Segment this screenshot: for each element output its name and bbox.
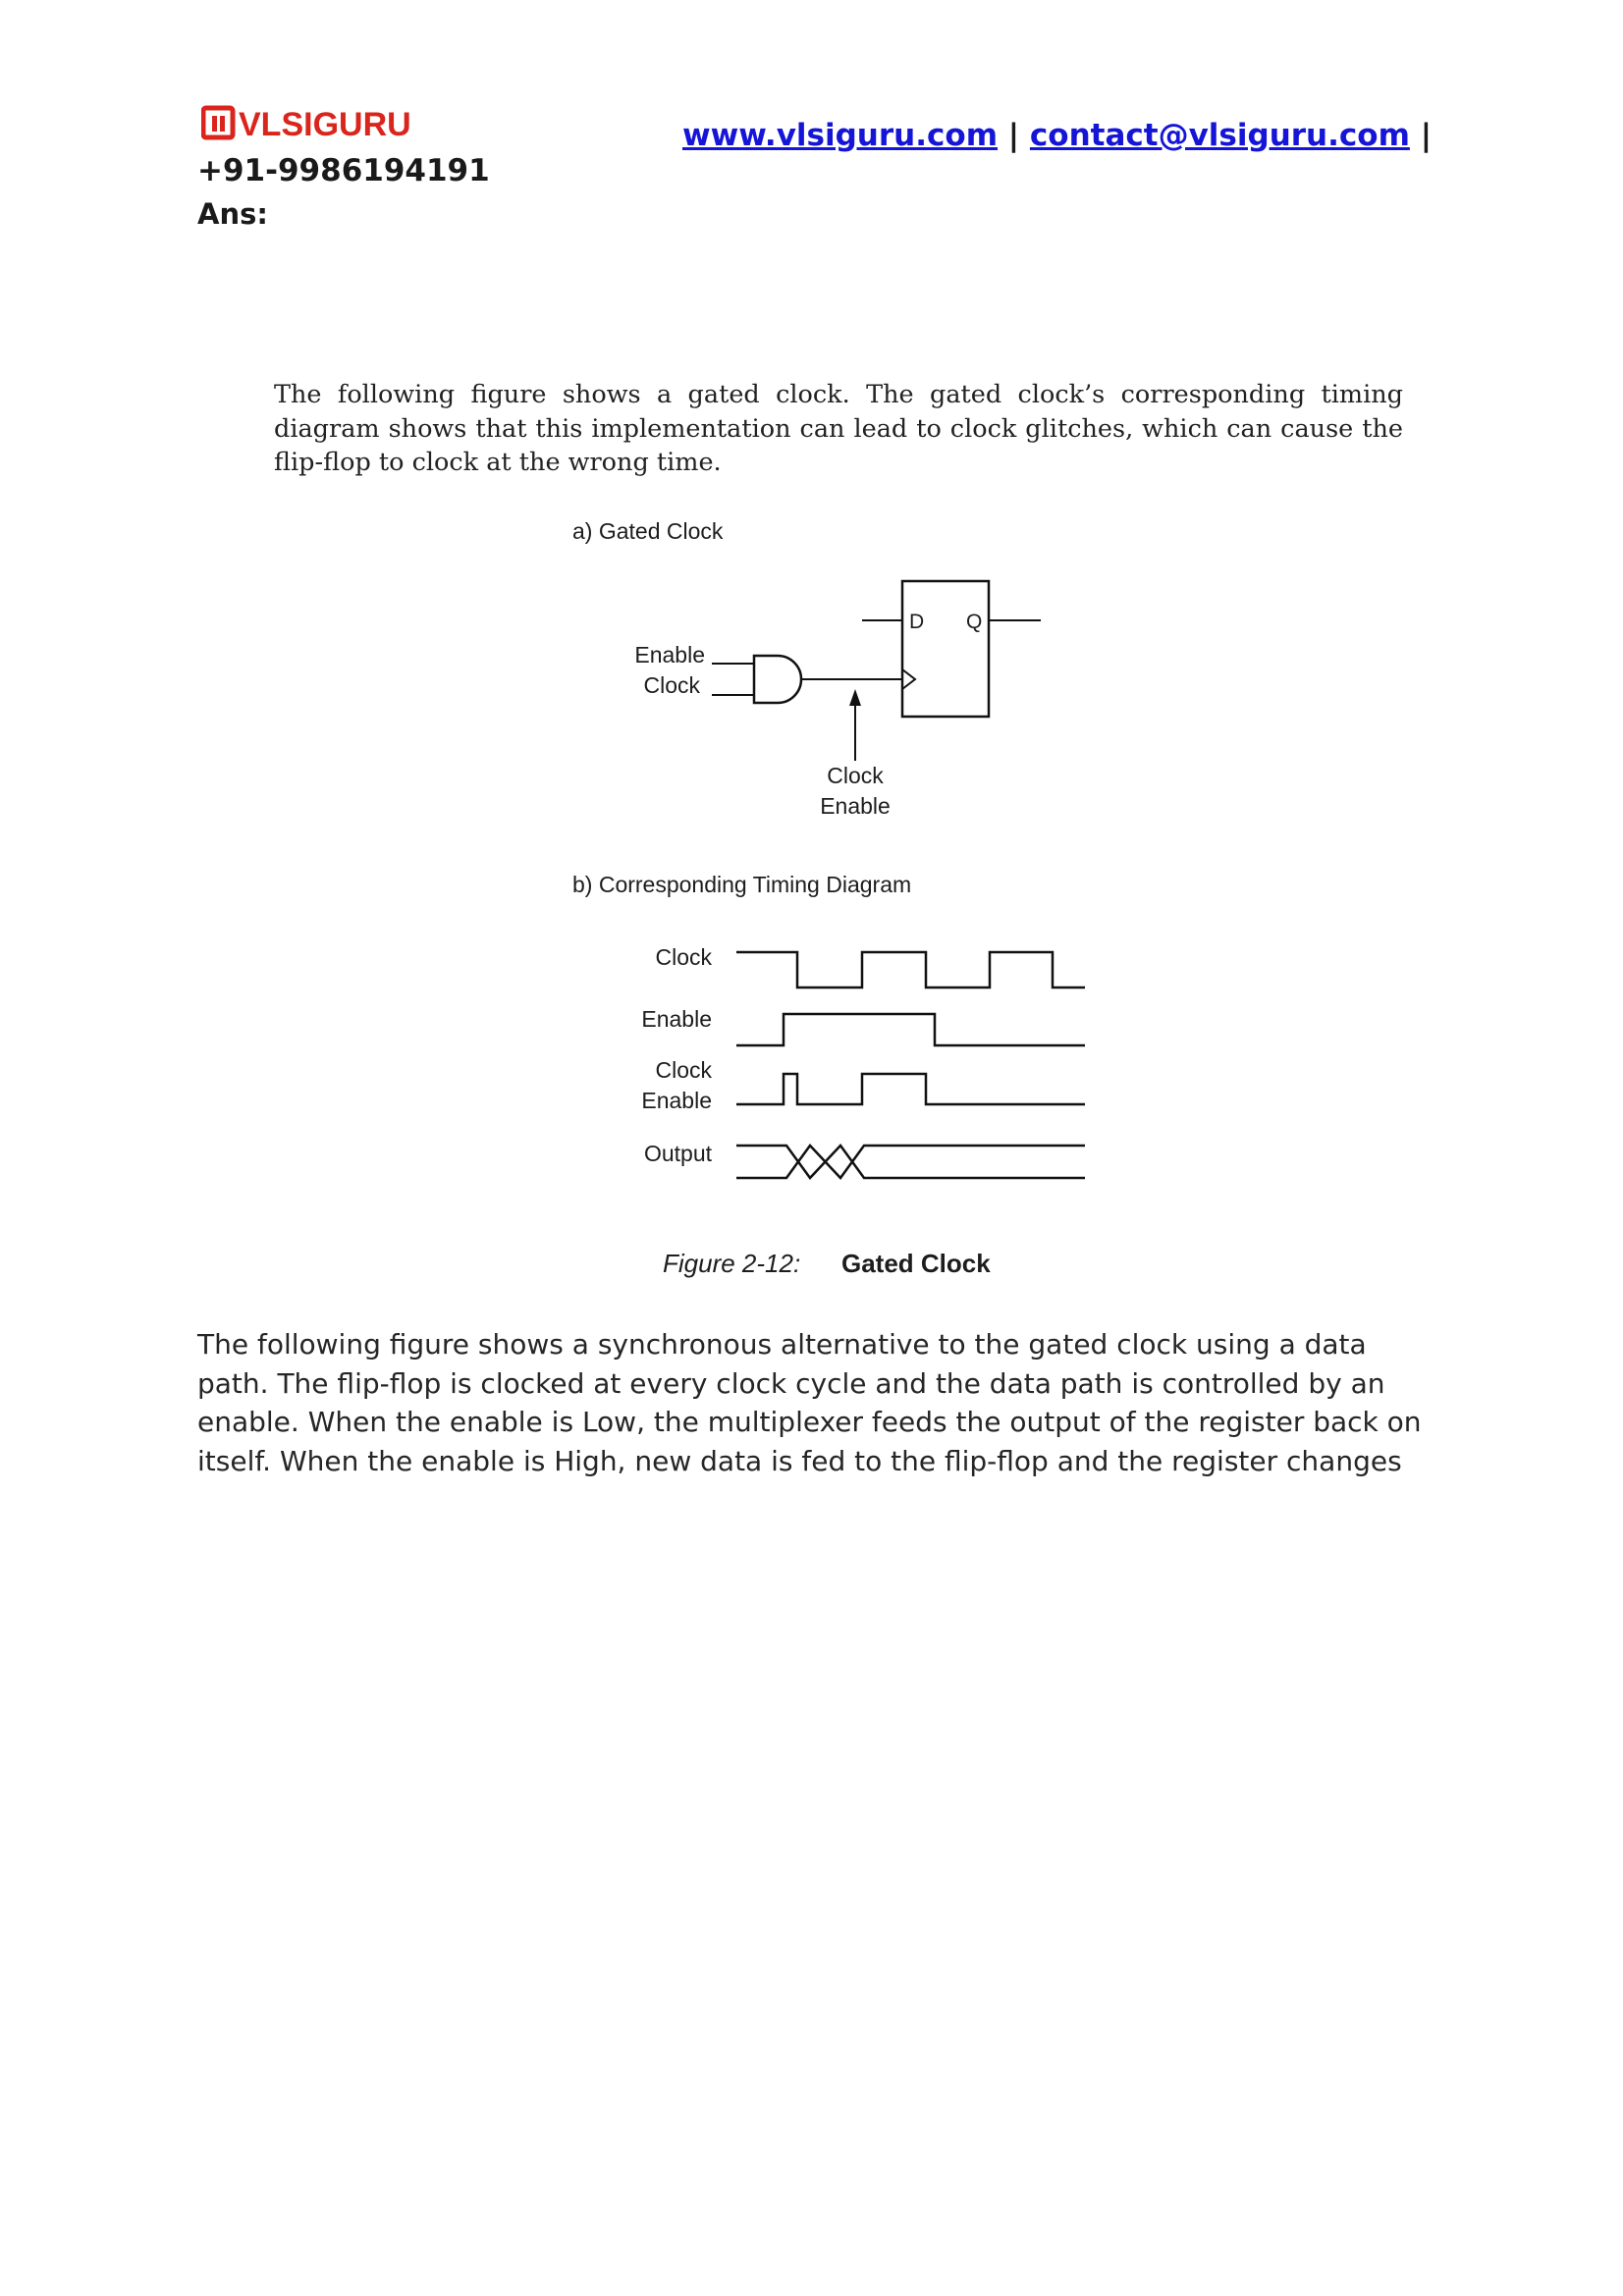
body-line: path. The flip-flop is clocked at every clock cycle and the data path is controlled by an (197, 1366, 1385, 1400)
header-contact (682, 118, 1432, 153)
logo-mark-icon (203, 108, 233, 137)
clock-waveform (736, 952, 1085, 988)
email-link[interactable]: contact@vlsiguru.com (1029, 118, 1410, 153)
input-clock-label: Clock (643, 672, 700, 698)
logo-text: VLSIGURU (239, 106, 411, 143)
ff-q-label: Q (966, 611, 983, 633)
timing-clock-label: Clock (655, 944, 712, 970)
flip-flop (902, 581, 989, 717)
caption-number: Figure 2-12: (663, 1249, 801, 1278)
website-link[interactable]: www.vlsiguru.com (682, 118, 998, 153)
output-waveform (736, 1146, 1085, 1178)
clock-enable-waveform (736, 1074, 1085, 1104)
caption-title: Gated Clock (841, 1249, 991, 1278)
timing-clock-enable-label-2: Enable (641, 1088, 712, 1113)
clock-triangle-icon (902, 669, 915, 689)
enable-waveform (736, 1014, 1085, 1045)
part-a-title: a) Gated Clock (572, 518, 724, 544)
body-line: enable. When the enable is Low, the multiplexer feeds the output of the register back on (197, 1406, 1422, 1438)
input-enable-label: Enable (634, 642, 705, 667)
phone-number: +91-9986194191 (197, 153, 490, 188)
vlsiguru-logo (201, 102, 437, 145)
separator: | (1007, 118, 1020, 153)
timing-clock-enable-label-1: Clock (655, 1057, 712, 1083)
separator-trailing: | (1420, 118, 1433, 153)
body-paragraph (197, 1325, 1444, 1480)
figure-intro-text: The following figure shows a gated clock. The gated clock’s corresponding timing diagram shows that this implementation can lead to clock glitches, which can cause the flip-flop to clock at the wrong time. (274, 380, 1403, 477)
and-gate (754, 656, 801, 703)
part-b-title: b) Corresponding Timing Diagram (572, 872, 912, 897)
body-line: The following figure shows a synchronous alternative to the gated clock using a data (197, 1328, 1367, 1361)
ans-label: Ans: (197, 197, 268, 231)
gated-clock-figure (550, 510, 1100, 1296)
gated-label-clock: Clock (827, 763, 884, 788)
body-line: itself. When the enable is High, new data is fed to the flip-flop and the register changes (197, 1444, 1402, 1477)
timing-output-label: Output (643, 1141, 712, 1166)
gated-label-enable: Enable (820, 793, 891, 819)
timing-enable-label: Enable (641, 1006, 712, 1032)
arrow-up-icon (849, 689, 861, 706)
ff-d-label: D (909, 611, 925, 633)
